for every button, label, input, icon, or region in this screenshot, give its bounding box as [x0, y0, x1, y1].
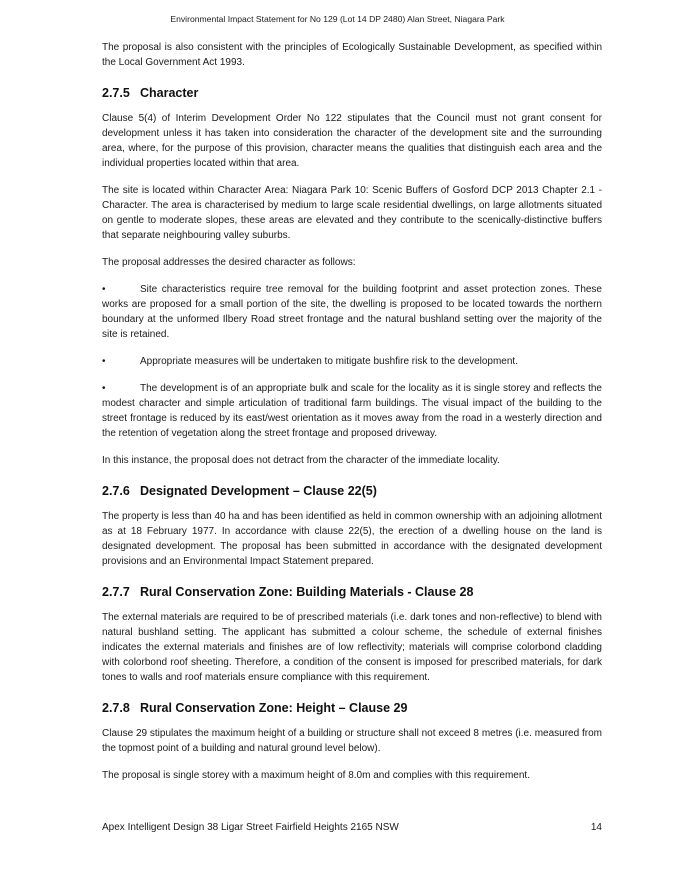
- paragraph: Clause 29 stipulates the maximum height of a building or structure shall not exceed 8 metres (i.e. measured from the topmost point of a building and natural ground level below).: [102, 728, 602, 754]
- paragraph: Clause 5(4) of Interim Development Order No 122 stipulates that the Council must not grant consent for development unless it has taken into consideration the character of the development site and the surrounding area, where, for the purpose of this provision, character means the qualities that distinguish each area and the individual properties located within that area.: [102, 113, 602, 169]
- bullet-mark: •: [102, 383, 106, 394]
- bullet-item: [102, 354, 602, 369]
- section-title: Character: [140, 86, 199, 100]
- bullet-mark: •: [102, 356, 106, 367]
- bullet-item: [102, 282, 602, 342]
- bullet-item: [102, 381, 602, 441]
- intro-paragraph: The proposal is also consistent with the principles of Ecologically Sustainable Development, as specified within the Local Government Act 1993.: [102, 42, 602, 68]
- paragraph: The site is located within Character Area: Niagara Park 10: Scenic Buffers of Gosford DCP 2013 Chapter 2.1 - Character. The area is characterised by medium to large scale residential dwellings, on large allotments situated on gentle to moderate slopes, these areas are elevated and they contribute to the scenically-distinctive buffers that separate neighbouring valley suburbs.: [102, 185, 602, 241]
- section-number: 2.7.5: [102, 86, 130, 100]
- section-title: Designated Development – Clause 22(5): [140, 484, 377, 498]
- paragraph: The proposal is single storey with a maximum height of 8.0m and complies with this requirement.: [102, 770, 530, 781]
- section-title: Rural Conservation Zone: Building Materials - Clause 28: [140, 585, 474, 599]
- paragraph: The proposal addresses the desired character as follows:: [102, 257, 356, 268]
- section-heading-2-7-6: [102, 483, 602, 499]
- section-title: Rural Conservation Zone: Height – Clause 29: [140, 701, 408, 715]
- section-number: 2.7.7: [102, 585, 130, 599]
- page-number: 14: [590, 822, 602, 833]
- paragraph: The property is less than 40 ha and has been identified as held in common ownership with an adjoining allotment as at 18 February 1977. In accordance with clause 22(5), the erection of a dwelling house on the land is designated development. The proposal has been submitted in accordance with the designated development provisions and an Environmental Impact Statement prepared.: [102, 511, 602, 567]
- section-heading-2-7-5: [102, 85, 602, 101]
- paragraph: The external materials are required to be of prescribed materials (i.e. dark tones and non-reflective) to blend with natural bushland setting. The applicant has submitted a colour scheme, the schedule of external finishes indicates the external materials and finishes are of low reflectivity; materials will comprise colorbond cladding with colorbond roof sheeting. Therefore, a condition of the consent is imposed for prescribed materials, for dark tones to walls and roof materials ensure compliance with this requirement.: [102, 612, 602, 683]
- bullet-mark: •: [102, 284, 106, 295]
- bullet-text: Site characteristics require tree removal for the building footprint and asset protection zones. These works are proposed for a small portion of the site, the dwelling is proposed to be located towards the northern boundary at the unformed Ilbery Road street frontage and the natural bushland setting over the majority of the site is retained.: [102, 284, 602, 340]
- page-footer: [102, 822, 602, 833]
- section-number: 2.7.8: [102, 701, 130, 715]
- paragraph: In this instance, the proposal does not detract from the character of the immediate locality.: [102, 455, 500, 466]
- section-heading-2-7-7: [102, 584, 602, 600]
- bullet-text: The development is of an appropriate bulk and scale for the locality as it is single storey and reflects the modest character and simple articulation of traditional farm buildings. The visual impact of the building to the street frontage is reduced by its east/west orientation as it moves away from the road in a westerly direction and the retention of vegetation along the street frontage and proposed driveway.: [102, 383, 602, 439]
- document-body: [102, 40, 602, 795]
- bullet-text: Appropriate measures will be undertaken to mitigate bushfire risk to the development.: [140, 356, 518, 367]
- section-number: 2.7.6: [102, 484, 130, 498]
- section-heading-2-7-8: [102, 700, 602, 716]
- running-header: Environmental Impact Statement for No 129 (Lot 14 DP 2480) Alan Street, Niagara Park: [170, 14, 505, 24]
- footer-company: Apex Intelligent Design 38 Ligar Street Fairfield Heights 2165 NSW: [102, 822, 399, 833]
